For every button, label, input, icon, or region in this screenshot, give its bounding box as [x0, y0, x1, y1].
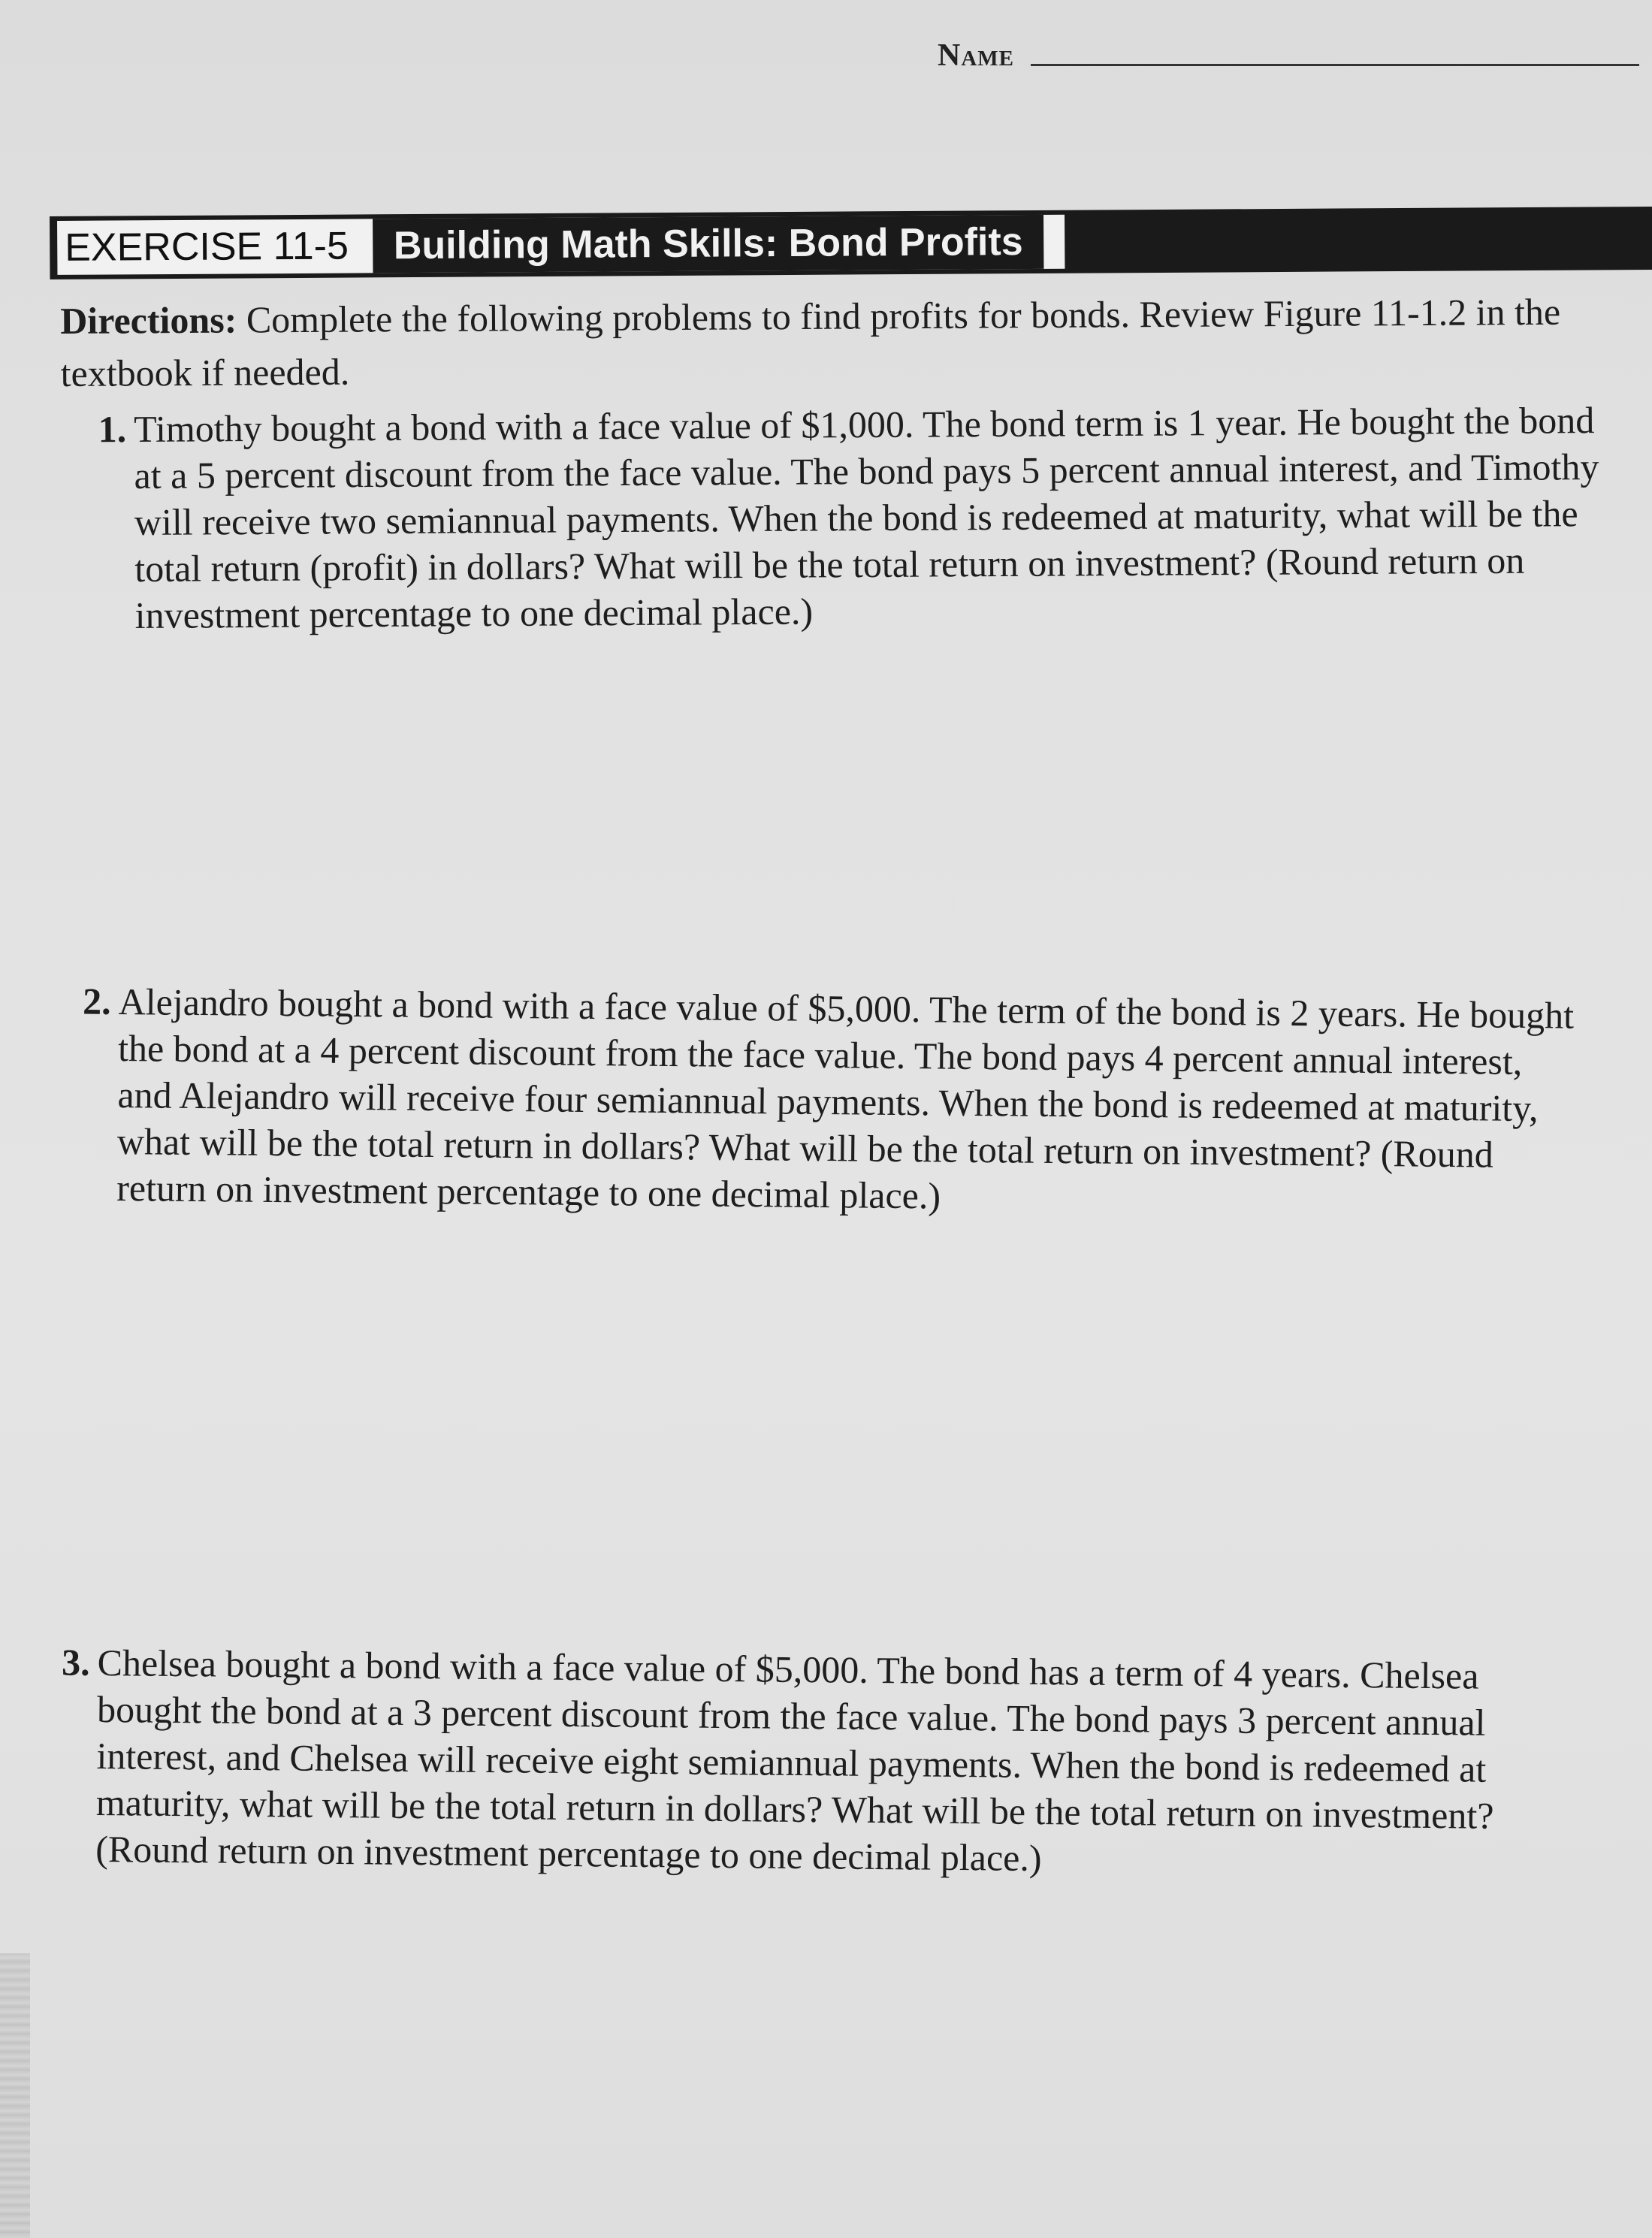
exercise-title: Building Math Skills: Bond Profits	[373, 215, 1044, 273]
directions-text: Complete the following problems to find profits for bonds. Review Figure 11-1.2 in the textbook if needed.	[60, 290, 1561, 394]
directions-label: Directions:	[60, 298, 237, 342]
problem-2	[82, 978, 1576, 1225]
problem-text: Alejandro bought a bond with a face value of $5,000. The term of the bond is 2 years. He bought the bond at a 4 percent discount from the face value. The bond pays 4 percent annual interest, and Alejandro will receive four semiannual payments. When the bond is redeemed at maturity, what will be the total return in dollars? What will be the total return on investment? (Round return on investment percentage to one decimal place.)	[116, 980, 1575, 1217]
exercise-heading	[57, 215, 1065, 275]
problem-number: 3.	[61, 1641, 90, 1684]
name-field	[938, 38, 1639, 74]
exercise-header-bar	[50, 207, 1652, 279]
problem-3	[61, 1639, 1563, 1886]
exercise-number: EXERCISE 11-5	[65, 224, 349, 270]
problem-1	[98, 397, 1600, 639]
name-label: Name	[938, 38, 1014, 73]
problem-number: 2.	[82, 980, 111, 1022]
problem-text: Chelsea bought a bond with a face value of $5,000. The bond has a term of 4 years. Chelsea bought the bond at a 3 percent discount from the face value. The bond pays 3 percent annual interest, and Chelsea will receive eight semiannual payments. When the bond is redeemed at maturity, what will be the total return in dollars? What will be the total return on investment? (Round return on investment percentage to one decimal place.)	[95, 1641, 1494, 1880]
directions	[60, 285, 1638, 400]
binding-edge	[0, 1953, 30, 2238]
name-blank-line[interactable]	[1031, 64, 1639, 66]
problem-text: Timothy bought a bond with a face value of $1,000. The bond term is 1 year. He bought the bond at a 5 percent discount from the face value. The bond pays 5 percent annual interest, and Timothy will receive two semiannual payments. When the bond is redeemed at maturity, what will be the total return (profit) in dollars? What will be the total return on investment? (Round return on investment percentage to one decimal place.)	[134, 399, 1599, 636]
problem-number: 1.	[98, 408, 127, 451]
